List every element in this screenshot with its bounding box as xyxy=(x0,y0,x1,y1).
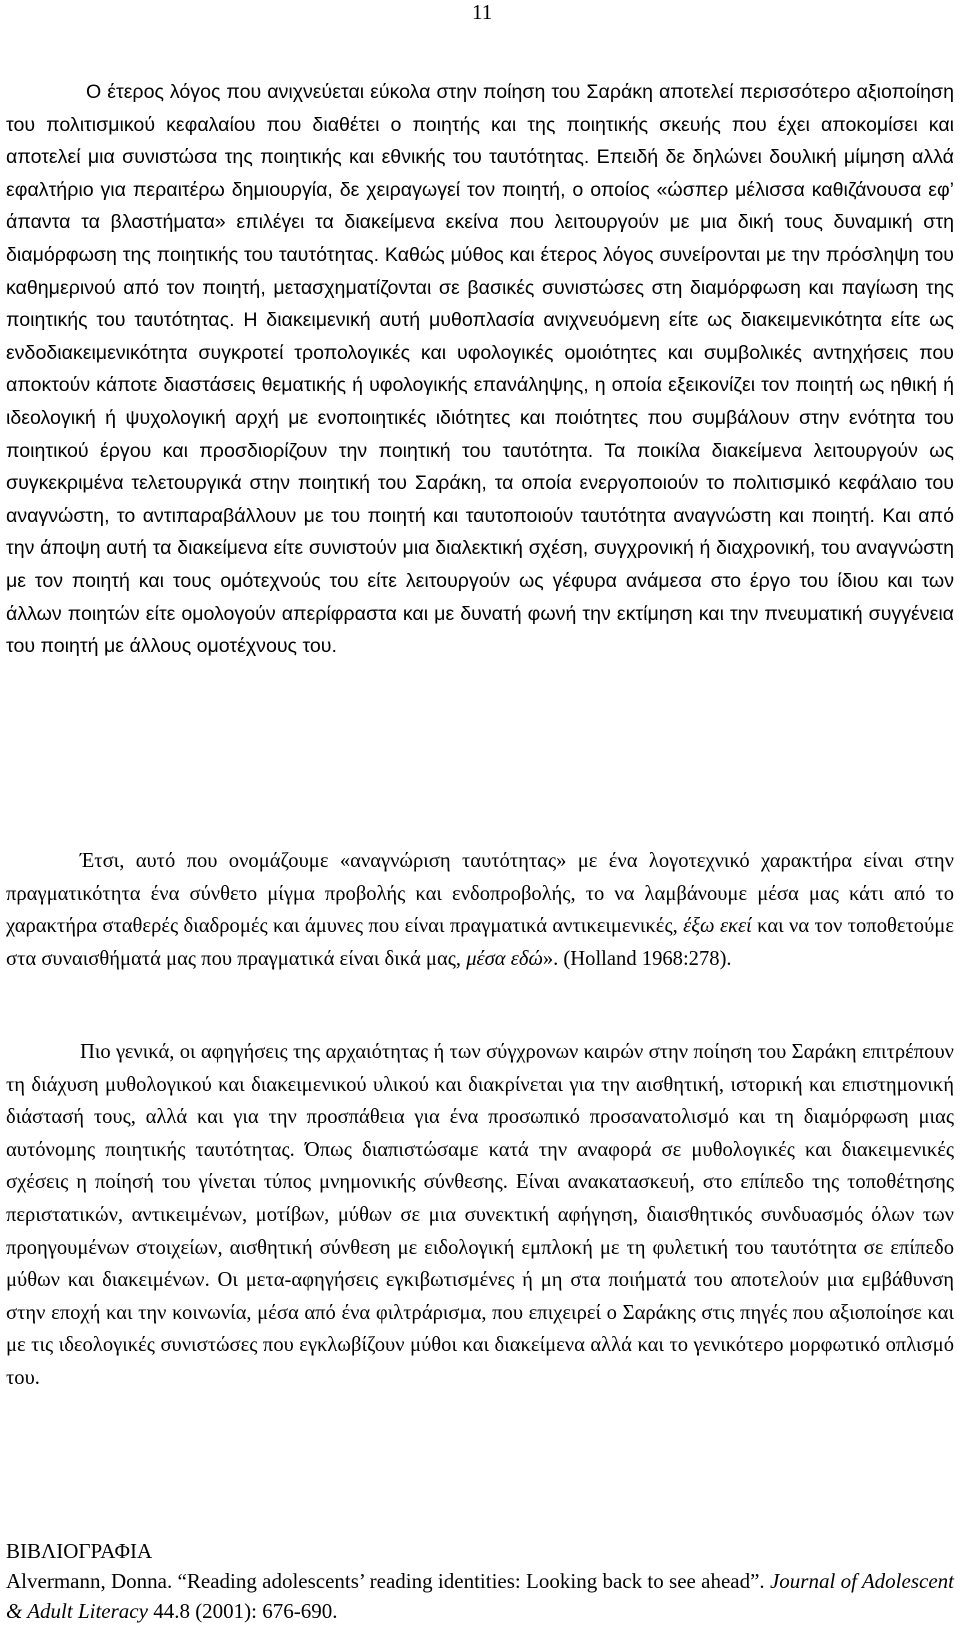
paragraph-2-text-1: Έτσι, αυτό που ονομάζουμε «αναγνώριση ταυτότητας» με ένα λογοτεχνικό χαρακτήρα είναι στην πραγματικότητα ένα σύνθετο μίγμα προβολής και ενδοπροβολής, το να λαμβάνουμε μέσα μας κάτι από το χαρακτήρα σταθερές διαδρομές και άμυνες που είναι πραγματικά αντικειμενικές, xyxy=(6,850,954,938)
bibliography-heading: ΒΙΒΛΙΟΓΡΑΦΙΑ xyxy=(6,1539,153,1563)
paragraph-2 xyxy=(6,845,954,975)
bibliography-entry xyxy=(6,1566,954,1626)
page-number: 11 xyxy=(472,0,493,24)
paragraph-1: Ο έτερος λόγος που ανιχνεύεται εύκολα στην ποίηση του Σαράκη αποτελεί περισσότερο αξιοποίηση του πολιτισμικού κεφαλαίου που διαθέτει ο ποιητής και της ποιητικής σκευής που έχει αποκομίσει και αποτελεί μια συνιστώσα της ποιητικής και εθνικής του ταυτότητας. Επειδή δε δηλώνει δουλική μίμηση αλλά εφαλτήριο για περαιτέρω δημιουργία, δε χειραγωγεί τον ποιητή, ο οποίος «ώσπερ μέλισσα καθιζάνουσα εφ’ άπαντα τα βλαστήματα» επιλέγει τα διακείμενα εκείνα που λειτουργούν με μια δική τους δυναμική στη διαμόρφωση της ποιητικής του ταυτότητας. Καθώς μύθος και έτερος λόγος συνείρονται με την πρόσληψη του καθημερινού από τον ποιητή, μετασχηματίζονται σε βασικές συνιστώσες στη διαμόρφωση και παγίωση της ποιητικής του ταυτότητας. Η διακειμενική αυτή μυθοπλασία ανιχνευόμενη είτε ως διακειμενικότητα είτε ως ενδοδιακειμενικότητα συγκροτεί τροπολογικές και υφολογικές ομοιότητες και συμβολικές αντηχήσεις που αποκτούν κάποτε διαστάσεις θεματικής ή υφολογικής επανάληψης, η οποία εξεικονίζει τον ποιητή ως ηθική ή ιδεολογική ή ψυχολογική αρχή με ενοποιητικές ιδιότητες και ποιότητες που συμβάλουν στην ενότητα του ποιητικού έργου και προσδιορίζουν την ποιητική του ταυτότητα. Τα ποικίλα διακείμενα λειτουργούν ως συγκεκριμένα τελετουργικά στην ποιητική του Σαράκη, τα οποία ενεργοποιούν το πολιτισμικό κεφάλαιο του αναγνώστη, το αντιπαραβάλλουν με του ποιητή και ταυτοποιούν ταυτότητα αναγνώστη και ποιητή. Και από την άποψη αυτή τα διακείμενα είτε συνιστούν μια διαλεκτική σχέση, συγχρονική ή διαχρονική, του αναγνώστη με τον ποιητή και τους ομότεχνούς του είτε λειτουργούν ως γέφυρα ανάμεσα στο έργο του ίδιου και των άλλων ποιητών είτε ομολογούν απερίφραστα και με δυνατή φωνή την εκτίμηση και την πνευματική συγγένεια του ποιητή με άλλους ομοτέχνους του. xyxy=(6,81,954,658)
bibliography-entry-citation: 44.8 (2001): 676-690. xyxy=(153,1599,338,1623)
paragraph-2-text-2: και να τον τοποθετούμε στα συναισθήματά μας που πραγματικά είναι δικά μας, xyxy=(6,915,954,970)
paragraph-2-text-3: ». (Holland 1968:278). xyxy=(542,947,732,970)
paragraph-3: Πιο γενικά, οι αφηγήσεις της αρχαιότητας ή των σύγχρονων καιρών στην ποίηση του Σαράκη επιτρέπουν τη διάχυση μυθολογικού και διακειμενικού υλικού και διακρίνεται για την αισθητική, ιστορική και επιστημονική διάστασή τους, αλλά και για την προσπάθεια για ένα προσωπικό προσανατολισμό και τη διαμόρφωση μιας αυτόνομης ποιητικής ταυτότητας. Όπως διαπιστώσαμε κατά την αναφορά σε μυθολογικές και διακειμενικές σχέσεις η ποίησή του γίνεται τύπος μνημονικής σύνθεσης. Είναι ανακατασκευή, στο επίπεδο της τοποθέτησης περιστατικών, αντικειμένων, μοτίβων, μύθων σε μια συνεκτική αφήγηση, διαισθητικός συνδυασμός όλων των προηγουμένων στοιχείων, αισθητική σύνθεση με ειδολογική εμπλοκή με τη φυλετική του ταυτότητα σε επίπεδο μύθων και διακειμένων. Οι μετα-αφηγήσεις εγκιβωτισμένες ή μη στα ποιήματά του αποτελούν μια εμβάθυνση στην εποχή και την κοινωνία, μέσα από ένα φιλτράρισμα, που επιχειρεί ο Σαράκης στις πηγές που αξιοποίησε και με τις ιδεολογικές συνιστώσες που εγκλωβίζουν μύθοι και διακείμενα αλλά και το γενικότερο μορφωτικό οπλισμό του. xyxy=(6,1041,954,1389)
paragraph-2-italic-1: έξω εκεί xyxy=(683,915,752,938)
bibliography-entry-journal: Journal of Adolescent & Adult Literacy xyxy=(6,1569,954,1623)
paragraph-2-italic-2: μέσα εδώ xyxy=(466,947,543,970)
bibliography-entry-text: Alvermann, Donna. “Reading adolescents’ reading identities: Looking back to see ahead”. xyxy=(6,1569,765,1593)
